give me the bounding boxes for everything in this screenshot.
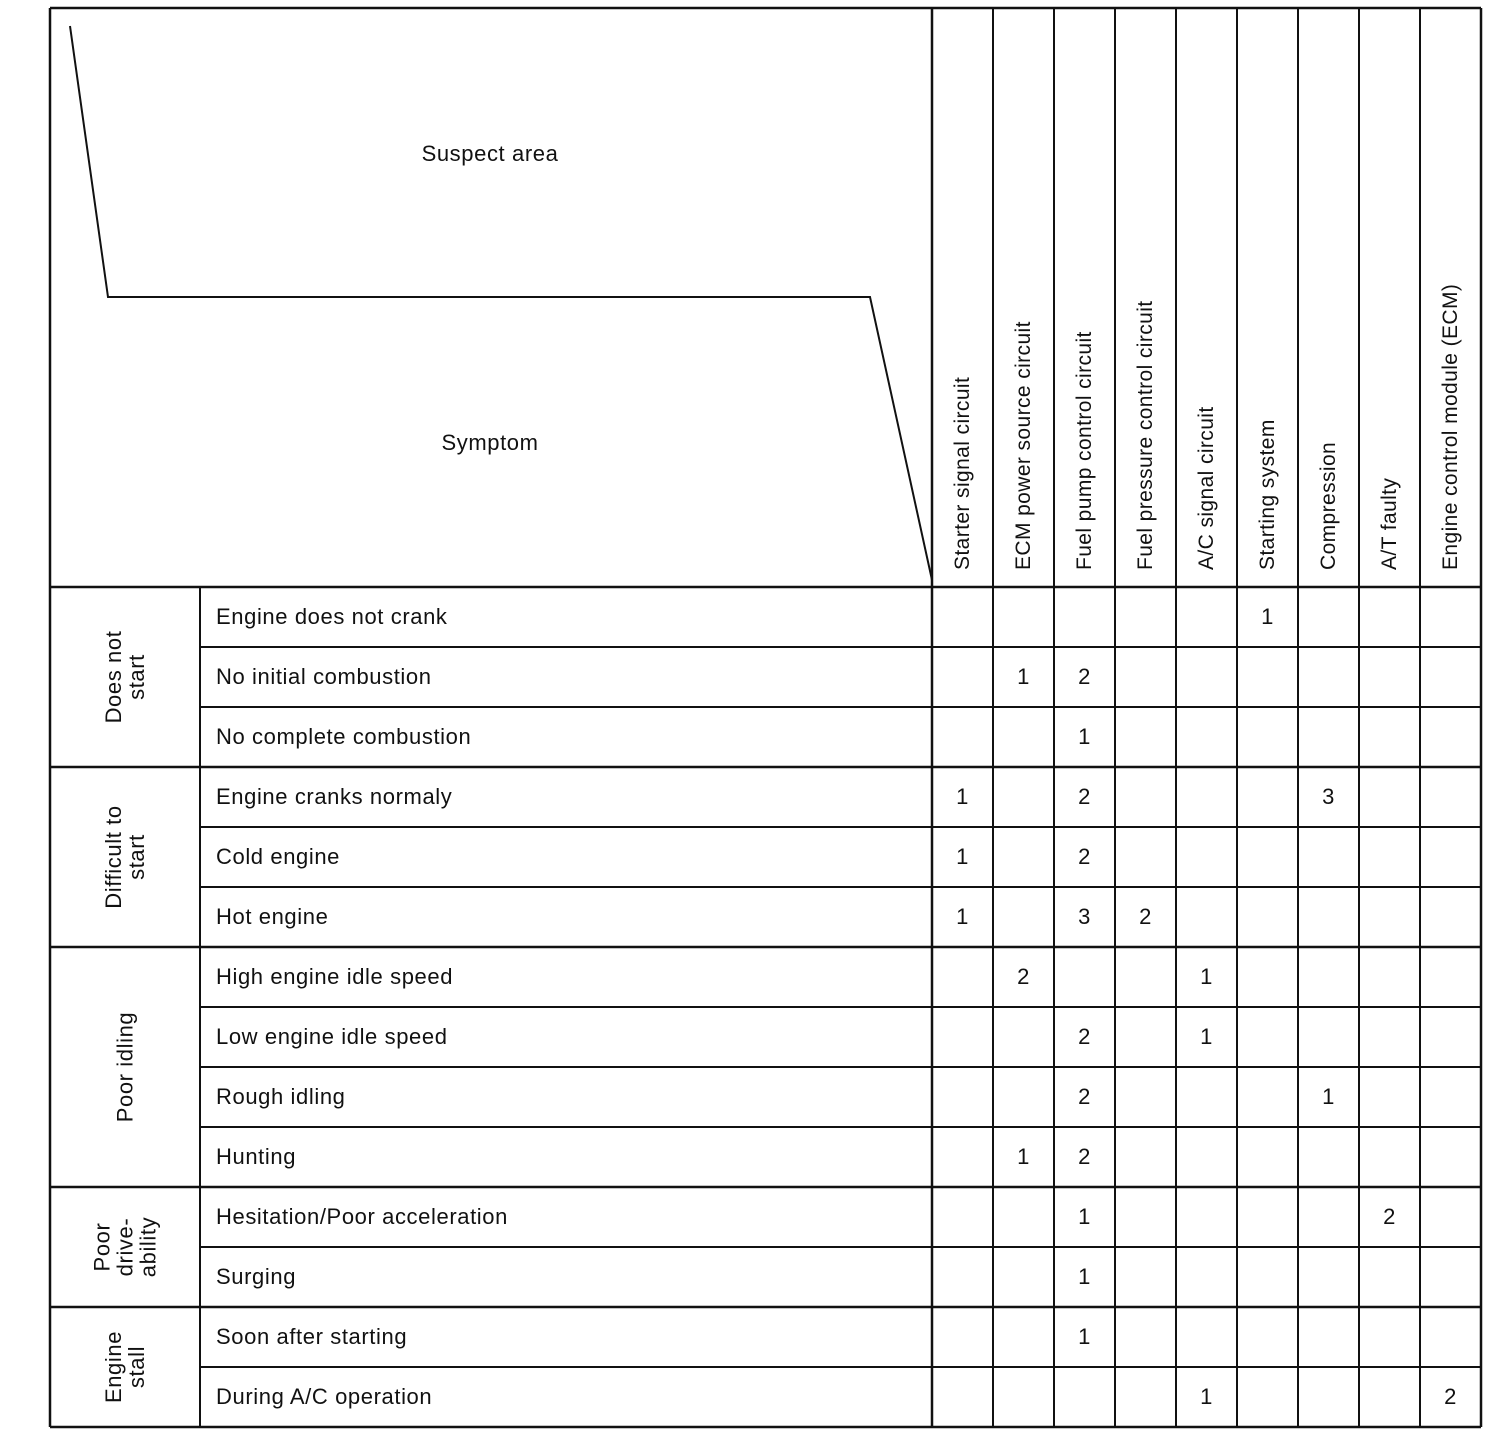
priority-value: 1 [1017,664,1030,689]
symptom-cell: Surging [216,1264,297,1289]
symptom-cell: Cold engine [216,844,341,869]
priority-value: 1 [1200,964,1213,989]
symptom-group-label: Poor idling [112,1011,138,1123]
column-header: Engine control module (ECM) [1438,283,1462,570]
symptom-cell: High engine idle speed [216,964,454,989]
column-header: A/C signal circuit [1194,406,1218,570]
symptom-group-label: Does not start [100,630,149,724]
column-header: Starter signal circuit [950,376,974,570]
priority-value: 1 [1078,1324,1091,1349]
symptom-group-label: Poor drive- ability [89,1216,161,1278]
symptom-cell: Rough idling [216,1084,346,1109]
symptom-cell: Hesitation/Poor acceleration [216,1204,508,1229]
priority-value: 2 [1383,1204,1396,1229]
priority-value: 2 [1078,1144,1091,1169]
symptom-cell: Engine does not crank [216,604,448,629]
priority-value: 2 [1078,1024,1091,1049]
priority-value: 1 [1017,1144,1030,1169]
priority-value: 3 [1322,784,1335,809]
column-header: ECM power source circuit [1011,321,1035,570]
priority-value: 1 [956,784,969,809]
priority-value: 2 [1078,1084,1091,1109]
symptom-cell: Engine cranks normaly [216,784,453,809]
column-header: Starting system [1255,419,1279,570]
column-header: Fuel pump control circuit [1072,331,1096,570]
priority-value: 1 [1078,1264,1091,1289]
priority-value: 2 [1078,844,1091,869]
priority-value: 2 [1139,904,1152,929]
symptom-cell: No complete combustion [216,724,472,749]
priority-value: 3 [1078,904,1091,929]
symptom-cell: Hot engine [216,904,329,929]
symptom-cell: Soon after starting [216,1324,408,1349]
priority-value: 1 [1261,604,1274,629]
priority-value: 1 [956,844,969,869]
priority-value: 2 [1444,1384,1457,1409]
symptom-cell: During A/C operation [216,1384,433,1409]
priority-value: 2 [1078,784,1091,809]
priority-value: 1 [1200,1384,1213,1409]
symptom-group-label: Difficult to start [100,805,149,909]
priority-value: 2 [1078,664,1091,689]
priority-value: 1 [1078,1204,1091,1229]
column-header: A/T faulty [1377,477,1401,570]
suspect-area-label: Suspect area [421,141,559,166]
column-header: Compression [1316,441,1340,570]
symptom-cell: No initial combustion [216,664,432,689]
symptom-cell: Hunting [216,1144,297,1169]
header-diagonal-divider [70,26,932,580]
priority-value: 1 [1078,724,1091,749]
priority-value: 1 [1200,1024,1213,1049]
priority-value: 1 [956,904,969,929]
symptom-cell: Low engine idle speed [216,1024,448,1049]
symptom-label: Symptom [441,430,539,455]
priority-value: 2 [1017,964,1030,989]
symptom-group-label: Engine stall [100,1330,149,1404]
column-header: Fuel pressure control circuit [1133,300,1157,570]
priority-value: 1 [1322,1084,1335,1109]
